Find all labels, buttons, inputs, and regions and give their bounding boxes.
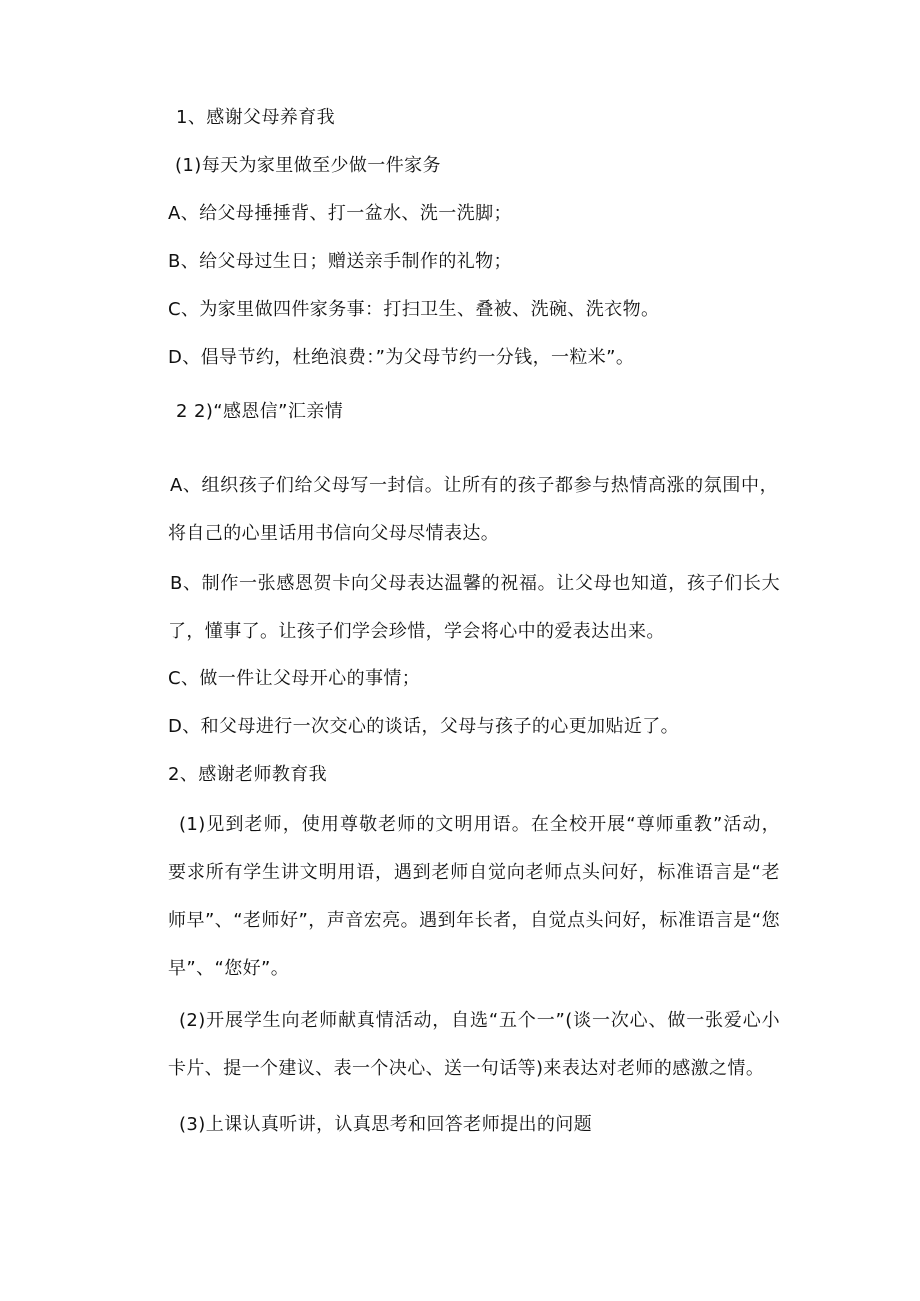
list-item: A、给父母捶捶背、打一盆水、洗一洗脚； <box>168 203 512 224</box>
paragraph-line: 了，懂事了。让孩子们学会珍惜，学会将心中的爱表达出来。 <box>168 621 665 642</box>
list-item: B、给父母过生日；赠送亲手制作的礼物； <box>168 251 512 272</box>
paragraph-line: B、制作一张感恩贺卡向父母表达温馨的祝福。让父母也知道，孩子们长大 <box>170 573 780 594</box>
paragraph-line: 卡片、提一个建议、表一个决心、送一句话等)来表达对老师的感激之情。 <box>168 1058 765 1079</box>
list-item: D、和父母进行一次交心的谈话，父母与孩子的心更加贴近了。 <box>168 716 680 737</box>
list-item: (1)每天为家里做至少做一件家务 <box>175 155 441 176</box>
paragraph-line: 师早”、“老师好”，声音宏亮。遇到年长者，自觉点头问好，标准语言是“您 <box>168 910 780 931</box>
list-item: C、做一件让父母开心的事情； <box>168 668 421 689</box>
list-item: C、为家里做四件家务事：打扫卫生、叠被、洗碗、洗衣物。 <box>168 299 660 320</box>
paragraph-line: A、组织孩子们给父母写一封信。让所有的孩子都参与热情高涨的氛围中， <box>170 475 778 496</box>
paragraph-line: (1)见到老师，使用尊敬老师的文明用语。在全校开展“尊师重教”活动， <box>179 814 780 835</box>
paragraph-line: 将自己的心里话用书信向父母尽情表达。 <box>168 523 500 544</box>
list-item: (3)上课认真听讲，认真思考和回答老师提出的问题 <box>179 1114 593 1135</box>
paragraph-line: (2)开展学生向老师献真情活动，自选“五个一”(谈一次心、做一张爱心小 <box>179 1010 780 1031</box>
subsection-heading: 2 2)“感恩信”汇亲情 <box>176 401 344 422</box>
paragraph-line: 要求所有学生讲文明用语，遇到老师自觉向老师点头问好，标准语言是“老 <box>168 862 780 883</box>
section-heading: 1、感谢父母养育我 <box>176 107 336 128</box>
paragraph-line: 早”、“您好”。 <box>168 958 290 979</box>
section-heading: 2、感谢老师教育我 <box>168 764 328 785</box>
list-item: D、倡导节约，杜绝浪费：”为父母节约一分钱，一粒米”。 <box>168 347 635 368</box>
